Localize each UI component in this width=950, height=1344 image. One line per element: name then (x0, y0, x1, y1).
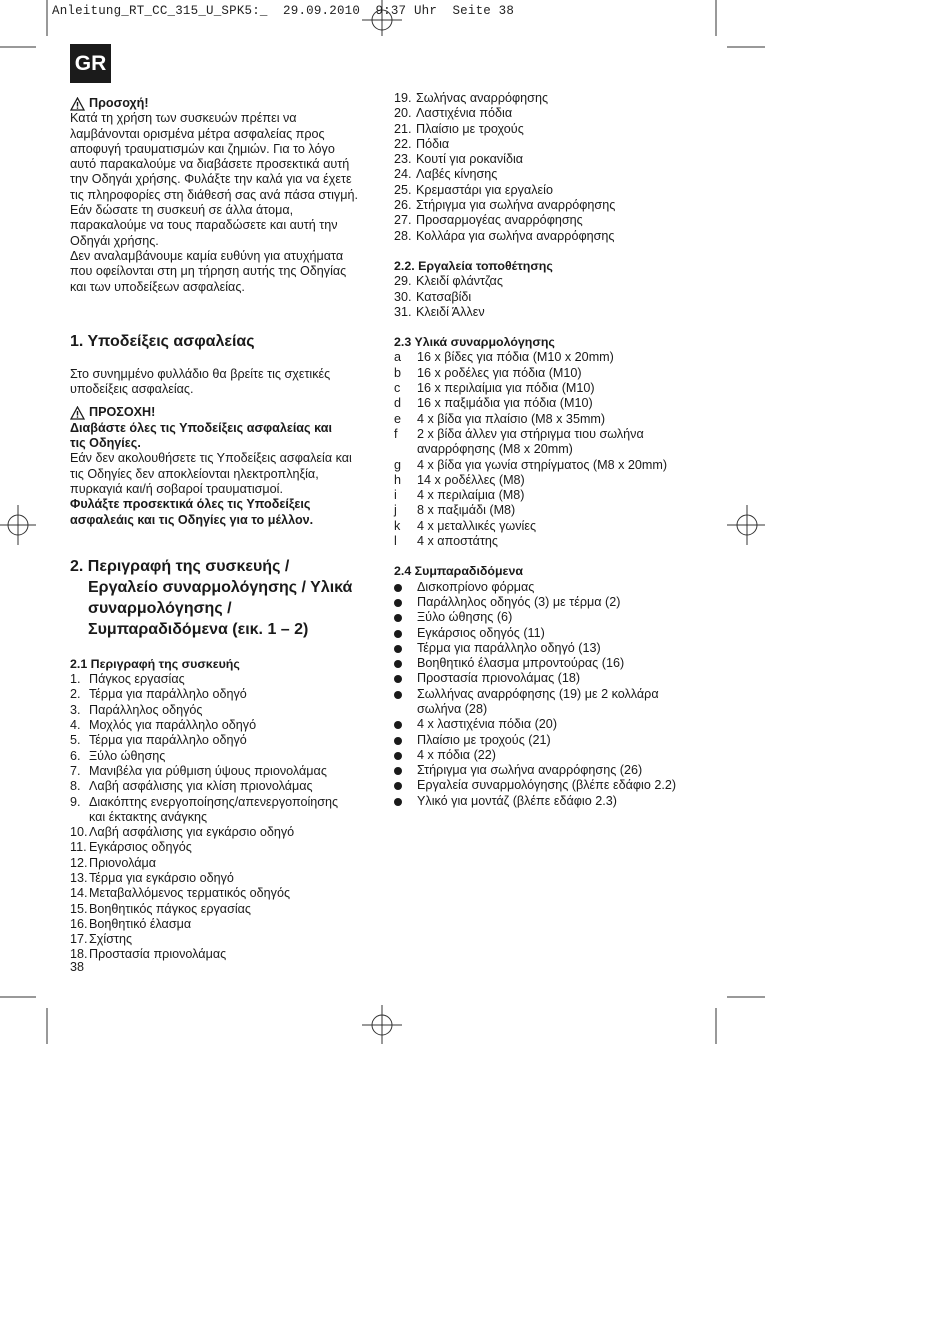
list-item (70, 749, 370, 764)
parts-list (70, 672, 370, 963)
item-text: Ξύλο ώθησης (6) (417, 610, 513, 625)
list-item (394, 412, 704, 427)
tools-list (394, 274, 704, 320)
list-item (70, 795, 370, 826)
text-line: Εάν δεν ακολουθήσετε τις Υποδείξεις ασφαλεία και (70, 451, 352, 466)
text-line: που οφείλονται στη μη τήρηση αυτής της Οδηγίας (70, 264, 347, 279)
text-line: ασφαλεάις και τις Οδηγίες για το μέλλον. (70, 512, 314, 527)
item-text: 14 x ροδέλλες (M8) (417, 472, 525, 487)
item-number: 27. (394, 213, 412, 228)
list-item (394, 183, 704, 198)
item-text: Κρεμαστάρι για εργαλείο (416, 182, 553, 197)
text-line: υποδείξεις ασφαλείας. (70, 382, 194, 397)
list-item (394, 687, 704, 718)
item-number: d (394, 396, 402, 411)
item-text: Εγκάρσιος οδηγός (89, 840, 192, 855)
item-number: i (394, 488, 397, 503)
list-item (394, 106, 704, 121)
text-line: παρακαλούμε να τους παραδώσετε και αυτή την (70, 218, 338, 233)
item-text: 4 x λαστιχένια πόδια (20) (417, 717, 558, 732)
item-text: Λαβή ασφάλισης για εγκάρσιο οδηγό (89, 825, 295, 840)
text-line: και των υποδείξεων ασφαλείας. (70, 279, 245, 294)
right-column (394, 91, 704, 809)
item-number: 11. (70, 840, 87, 855)
bullet-icon (394, 687, 417, 718)
item-text: 16 x παξιμάδια για πόδια (M10) (417, 396, 593, 411)
item-text: Προστασία πριονολάμας (89, 947, 227, 962)
item-number: 10. (70, 825, 88, 840)
item-text: Λαβή ασφάλισης για κλίση πριονολάμας (89, 779, 313, 794)
heading-line: Εργαλείο συναρμολόγησης / Υλικά (88, 578, 353, 596)
subsection-2-4-heading: 2.4 Συμπαραδιδόμενα (394, 564, 523, 579)
text-line: την Οδηγάι χρήσης. Φυλάξτε την καλά για να έχετε (70, 172, 352, 187)
item-number: j (394, 503, 397, 518)
item-text: 16 x περιλαίμια για πόδια (M10) (417, 381, 595, 396)
item-text: Μανιβέλα για ρύθμιση ύψους πριονολάμας (89, 763, 327, 778)
item-number: k (394, 518, 401, 533)
item-number: 21. (394, 121, 412, 136)
parts-list-continued (394, 91, 704, 244)
bullet-icon (394, 626, 417, 641)
item-number: 19. (394, 91, 412, 105)
list-item (70, 886, 370, 901)
bullet-icon (394, 733, 417, 748)
item-number: 2. (70, 687, 81, 702)
item-text: 16 x βίδες για πόδια (M10 x 20mm) (417, 350, 614, 365)
bullet-icon (394, 610, 417, 625)
list-item (394, 656, 704, 671)
bullet-icon (394, 763, 417, 778)
item-text: 4 x μεταλλικές γωνίες (417, 518, 537, 533)
list-item (394, 763, 704, 778)
item-text: Κλειδί Άλλεν (416, 304, 485, 319)
list-item (394, 458, 704, 473)
bullet-icon (394, 671, 417, 686)
list-item (394, 396, 704, 411)
list-item (394, 213, 704, 228)
item-text: Κουτί για ροκανίδια (416, 152, 524, 167)
language-badge: GR (70, 44, 111, 83)
item-text: Πάγκος εργασίας (89, 672, 185, 687)
safety-intro (70, 367, 370, 398)
item-text: 8 x παξιμάδι (M8) (417, 503, 516, 518)
bullet-icon (394, 717, 417, 732)
item-number: b (394, 365, 402, 380)
page-number: 38 (70, 960, 85, 974)
caution-bold-1 (70, 421, 370, 452)
item-number: 1. (70, 672, 81, 687)
list-item (394, 91, 704, 106)
item-text: Βοηθητικός πάγκος εργασίας (89, 901, 251, 916)
list-item (70, 902, 370, 917)
item-text: Προστασία πριονολάμας (18) (417, 671, 581, 686)
item-number: 18. (70, 947, 88, 962)
item-number: 9. (70, 794, 81, 809)
list-item (70, 825, 370, 840)
item-text: Κλειδί φλάντζας (416, 274, 503, 289)
item-text: Προσαρμογέας αναρρόφησης (416, 213, 583, 228)
text-line: Δεν αναλαμβάνουμε καμία ευθύνη για ατυχήματα (70, 248, 344, 263)
list-item (70, 703, 370, 718)
list-item (70, 840, 370, 855)
text-line: λαμβάνονται ορισμένα μέτρα ασφαλείας προς (70, 126, 325, 141)
text-line: Φυλάξτε προσεκτικά όλες τις Υποδείξεις (70, 497, 311, 512)
bullet-icon (394, 656, 417, 671)
item-number: 29. (394, 274, 412, 289)
item-text: Στήριγμα για σωλήνα αναρρόφησης (416, 198, 616, 213)
item-number: 28. (394, 228, 412, 243)
item-number: 15. (70, 901, 88, 916)
item-text: Πόδια (416, 136, 450, 151)
heading-line: 2. Περιγραφή της συσκευής / (70, 557, 290, 575)
warning-triangle-icon (70, 97, 85, 111)
list-item (394, 152, 704, 167)
caution-text (70, 451, 370, 497)
text-line: Οδηγάι χρήσης. (70, 233, 159, 248)
item-number: 7. (70, 763, 81, 778)
item-number: 5. (70, 733, 81, 748)
list-item (394, 626, 704, 641)
item-number: c (394, 381, 401, 396)
item-number: 16. (70, 916, 88, 931)
list-item (394, 274, 704, 289)
item-text: 4 x βίδα για πλαίσιο (M8 x 35mm) (417, 411, 606, 426)
text-line: Στο συνημμένο φυλλάδιο θα βρείτε τις σχετικές (70, 366, 331, 381)
text-line: πυρκαγιά και/ή σοβαροί τραυματισμοί. (70, 481, 283, 496)
item-text: Σωλήνας αναρρόφησης (416, 91, 549, 105)
text-line: αυτό παρακαλούμε να διαβάσετε προσεκτικά αυτή (70, 157, 350, 172)
subsection-2-1-heading: 2.1 Περιγραφή της συσκευής (70, 656, 240, 671)
bullet-icon (394, 794, 417, 809)
caution-bold-2 (70, 497, 370, 528)
item-text: Παράλληλος οδηγός (3) με τέρμα (2) (417, 594, 621, 609)
item-number: g (394, 457, 402, 472)
item-text: Υλικό για μοντάζ (βλέπε εδάφιο 2.3) (417, 793, 617, 808)
list-item (394, 503, 704, 518)
text-line: Διαβάστε όλες τις Υποδείξεις ασφαλείας και (70, 420, 332, 435)
item-number: l (394, 534, 397, 549)
heading-line: Συμπαραδιδόμενα (εικ. 1 – 2) (88, 620, 309, 638)
list-item (394, 794, 704, 809)
list-item (394, 519, 704, 534)
warning-title: Προσοχή! (89, 96, 149, 110)
item-text: Στήριγμα για σωλήνα αναρρόφησης (26) (417, 763, 643, 778)
list-item (394, 229, 704, 244)
item-text: Πλαίσιο με τροχούς (416, 121, 524, 136)
section-1-heading: 1. Υποδείξεις ασφαλείας (70, 332, 255, 350)
bullet-icon (394, 595, 417, 610)
item-text: 4 x πόδια (22) (417, 747, 496, 762)
text-line: αποφυγή τραυματισμών και ζημιών. Για το λόγο (70, 141, 335, 156)
warning-paragraph-1 (70, 111, 370, 249)
list-item (70, 779, 370, 794)
item-text: Κατσαβίδι (416, 289, 472, 304)
item-number: 13. (70, 870, 88, 885)
list-item (394, 305, 704, 320)
item-text: Παράλληλος οδηγός (89, 702, 203, 717)
section-2-heading (70, 556, 370, 640)
text-line: τις Οδηγίες. (70, 436, 141, 451)
item-number: 22. (394, 136, 412, 151)
item-text: Τέρμα για εγκάρσιο οδηγό (89, 870, 234, 885)
list-item (70, 733, 370, 748)
item-text: Ξύλο ώθησης (89, 748, 166, 763)
item-text: 4 x περιλαίμια (M8) (417, 488, 525, 503)
list-item (394, 137, 704, 152)
item-text: 4 x αποστάτης (417, 534, 498, 549)
list-item (394, 198, 704, 213)
list-item (394, 580, 704, 595)
item-text: Βοηθητικό έλασμα μπροντούρας (16) (417, 656, 625, 671)
subsection-2-2-heading: 2.2. Εργαλεία τοποθέτησης (394, 258, 553, 273)
item-text: Τέρμα για παράλληλο οδηγό (89, 733, 247, 748)
item-number: a (394, 350, 402, 365)
bullet-icon (394, 748, 417, 763)
item-text: Μοχλός για παράλληλο οδηγό (89, 718, 257, 733)
item-text: Τέρμα για παράλληλο οδηγό (89, 687, 247, 702)
list-item (394, 748, 704, 763)
item-text: Μεταβαλλόμενος τερματικός οδηγός (89, 886, 291, 901)
item-number: 8. (70, 779, 81, 794)
item-number: 14. (70, 886, 88, 901)
item-number: f (394, 426, 398, 441)
item-number: h (394, 472, 402, 487)
item-number: 20. (394, 106, 412, 121)
heading-line: συναρμολόγησης / (88, 599, 232, 617)
list-item (70, 917, 370, 932)
text-line: τις Οδηγίες δεν αποκλείονται ηλεκτροπληξία, (70, 466, 319, 481)
item-text: Εγκάρσιος οδηγός (11) (417, 625, 545, 640)
list-item (394, 381, 704, 396)
list-item (70, 687, 370, 702)
list-item (70, 856, 370, 871)
list-item (394, 488, 704, 503)
text-line: τις πληροφορίες στη διάθεσή σας ανά πάσα στιγμή. (70, 187, 358, 202)
bullet-icon (394, 778, 417, 793)
item-text: Τέρμα για παράλληλο οδηγό (13) (417, 640, 601, 655)
list-item (394, 717, 704, 732)
item-text: 2 x βίδα άλλεν για στήριγμα τιου σωλήνα αναρρόφησης (M8 x 20mm) (417, 426, 644, 457)
list-item (394, 290, 704, 305)
item-number: 25. (394, 182, 412, 197)
bullet-icon (394, 641, 417, 656)
item-text: Σχίστης (89, 932, 133, 947)
item-number: 12. (70, 855, 88, 870)
warning-paragraph-2 (70, 249, 370, 295)
item-number: 23. (394, 152, 412, 167)
list-item (394, 366, 704, 381)
item-number: 24. (394, 167, 412, 182)
item-text: Πριονολάμα (89, 855, 157, 870)
left-column (70, 96, 370, 963)
list-item (394, 350, 704, 365)
item-number: e (394, 411, 402, 426)
list-item (394, 595, 704, 610)
item-text: 16 x ροδέλες για πόδια (M10) (417, 365, 582, 380)
list-item (70, 871, 370, 886)
item-text: Λαστιχένια πόδια (416, 106, 513, 121)
list-item (394, 167, 704, 182)
item-text: Δισκοπρίονο φόρμας (417, 579, 535, 594)
text-line: Κατά τη χρήση των συσκευών πρέπει να (70, 111, 297, 126)
item-text: Πλαίσιο με τροχούς (21) (417, 732, 551, 747)
list-item (394, 427, 704, 458)
item-text: Σωλλήνας αναρρόφησης (19) με 2 κολλάρα σωλήνα (28) (417, 686, 659, 716)
item-number: 31. (394, 304, 412, 319)
item-number: 17. (70, 932, 88, 947)
item-number: 30. (394, 289, 412, 304)
caution-heading (70, 405, 370, 420)
included-list (394, 580, 704, 809)
item-text: Κολλάρα για σωλήνα αναρρόφησης (416, 228, 615, 243)
list-item (70, 947, 370, 962)
item-number: 4. (70, 718, 81, 733)
item-text: 4 x βίδα για γωνία στηρίγματος (M8 x 20mm) (417, 457, 668, 472)
bullet-icon (394, 580, 417, 595)
materials-list (394, 350, 704, 549)
item-number: 3. (70, 702, 81, 717)
list-item (394, 473, 704, 488)
list-item (394, 778, 704, 793)
item-text: Διακόπτης ενεργοποίησης/απενεργοποίησης και έκτακτης ανάγκης (89, 794, 339, 824)
text-line: Εάν δώσατε τη συσκευή σε άλλα άτομα, (70, 203, 294, 218)
list-item (394, 641, 704, 656)
print-header: Anleitung_RT_CC_315_U_SPK5:_ 29.09.2010 9:37 Uhr Seite 38 (52, 4, 515, 18)
warning-triangle-icon (70, 406, 85, 420)
warning-heading (70, 96, 370, 111)
caution-title: ΠΡΟΣΟΧΗ! (89, 405, 156, 420)
list-item (70, 718, 370, 733)
subsection-2-3-heading: 2.3 Υλικά συναρμολόγησης (394, 335, 555, 350)
list-item (70, 932, 370, 947)
item-number: 26. (394, 198, 412, 213)
list-item (70, 672, 370, 687)
item-text: Βοηθητικό έλασμα (89, 916, 192, 931)
item-text: Εργαλεία συναρμολόγησης (βλέπε εδάφιο 2.2) (417, 778, 677, 793)
list-item (70, 764, 370, 779)
list-item (394, 671, 704, 686)
list-item (394, 733, 704, 748)
list-item (394, 122, 704, 137)
list-item (394, 534, 704, 549)
item-number: 6. (70, 748, 81, 763)
item-text: Λαβές κίνησης (416, 167, 498, 182)
list-item (394, 610, 704, 625)
